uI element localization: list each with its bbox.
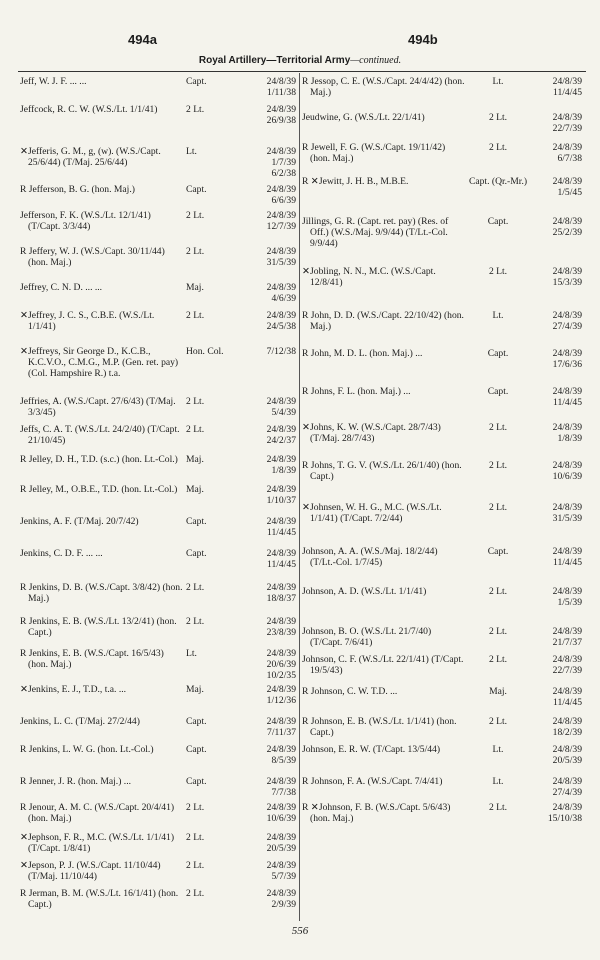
date-value: 27/4/39 bbox=[552, 321, 582, 332]
officer-name: R Jenkins, E. B. (W.S./Capt. 16/5/43) (hon. Maj.) bbox=[20, 648, 164, 670]
date-value: 11/4/45 bbox=[553, 397, 582, 408]
seniority-dates bbox=[250, 310, 296, 332]
officer-name: Jenkins, C. D. F. ... ... bbox=[20, 548, 103, 559]
officer-name: Johnson, A. D. (W.S./Lt. 1/1/41) bbox=[302, 586, 427, 597]
officer-rank: 2 Lt. bbox=[488, 586, 508, 597]
date-value: 24/8/39 bbox=[266, 860, 296, 871]
date-value: 24/8/39 bbox=[266, 484, 296, 495]
column-divider bbox=[299, 73, 300, 921]
seniority-dates bbox=[536, 802, 582, 824]
officer-name: R Jessop, C. E. (W.S./Capt. 24/4/42) (hon. Maj.) bbox=[302, 76, 465, 98]
date-value: 1/8/39 bbox=[557, 433, 582, 444]
date-value: 5/4/39 bbox=[271, 407, 296, 418]
officer-name: R Johns, T. G. V. (W.S./Lt. 26/1/40) (hon. Capt.) bbox=[302, 460, 462, 482]
date-value: 6/2/38 bbox=[271, 168, 296, 179]
date-value: 11/4/45 bbox=[553, 87, 582, 98]
date-value: 17/6/36 bbox=[552, 359, 582, 370]
date-value: 1/5/39 bbox=[557, 597, 582, 608]
seniority-dates bbox=[250, 76, 296, 98]
date-value: 24/8/39 bbox=[266, 582, 296, 593]
date-value: 24/8/39 bbox=[266, 802, 296, 813]
seniority-dates bbox=[536, 776, 582, 798]
date-value: 24/8/39 bbox=[266, 246, 296, 257]
officer-rank: 2 Lt. bbox=[488, 266, 508, 277]
date-value: 31/5/39 bbox=[552, 513, 582, 524]
date-value: 6/7/38 bbox=[557, 153, 582, 164]
seniority-dates bbox=[250, 210, 296, 232]
officer-rank: 2 Lt. bbox=[186, 832, 205, 843]
officer-name: R Jenkins, L. W. G. (hon. Lt.-Col.) bbox=[20, 744, 154, 755]
officer-rank: Lt. bbox=[492, 776, 504, 787]
date-value: 1/5/45 bbox=[557, 187, 582, 198]
officer-rank: Hon. Col. bbox=[186, 346, 224, 357]
officer-name: ✕Jobling, N. N., M.C. (W.S./Capt. 12/8/41) bbox=[302, 266, 436, 288]
date-value: 24/8/39 bbox=[266, 146, 296, 157]
officer-rank: 2 Lt. bbox=[488, 716, 508, 727]
date-value: 24/8/39 bbox=[552, 460, 582, 471]
date-value: 24/8/39 bbox=[266, 548, 296, 559]
seniority-dates bbox=[536, 546, 582, 568]
seniority-dates bbox=[536, 112, 582, 134]
date-value: 24/8/39 bbox=[552, 422, 582, 433]
officer-name: Johnson, A. A. (W.S./Maj. 18/2/44) (T/Lt.-Col. 1/7/45) bbox=[302, 546, 438, 568]
officer-rank: 2 Lt. bbox=[186, 616, 205, 627]
seniority-dates bbox=[250, 776, 296, 798]
seniority-dates bbox=[250, 424, 296, 446]
officer-name: R John, M. D. L. (hon. Maj.) ... bbox=[302, 348, 423, 359]
officer-rank: 2 Lt. bbox=[186, 424, 205, 435]
date-value: 11/4/45 bbox=[267, 559, 296, 570]
seniority-dates bbox=[536, 142, 582, 164]
officer-name: R Jelley, D. H., T.D. (s.c.) (hon. Lt.-Col.) bbox=[20, 454, 178, 465]
date-value: 24/8/39 bbox=[266, 454, 296, 465]
date-value: 24/8/39 bbox=[266, 104, 296, 115]
officer-name: R Johns, F. L. (hon. Maj.) ... bbox=[302, 386, 411, 397]
officer-rank: Maj. bbox=[186, 454, 204, 465]
date-value: 1/8/39 bbox=[271, 465, 296, 476]
officer-rank: Maj. bbox=[186, 684, 204, 695]
officer-rank: 2 Lt. bbox=[186, 210, 205, 221]
date-value: 10/6/39 bbox=[266, 813, 296, 824]
date-value: 24/8/39 bbox=[552, 216, 582, 227]
officer-rank: Lt. bbox=[186, 648, 197, 659]
date-value: 18/2/39 bbox=[552, 727, 582, 738]
seniority-dates bbox=[536, 716, 582, 738]
date-value: 15/10/38 bbox=[547, 813, 582, 824]
date-value: 4/6/39 bbox=[271, 293, 296, 304]
date-value: 1/7/39 bbox=[271, 157, 296, 168]
officer-rank: Lt. bbox=[186, 146, 197, 157]
date-value: 24/8/39 bbox=[552, 586, 582, 597]
officer-name: Jenkins, L. C. (T/Maj. 27/2/44) bbox=[20, 716, 140, 727]
officer-rank: 2 Lt. bbox=[488, 626, 508, 637]
seniority-dates bbox=[250, 104, 296, 126]
officer-name: R Johnson, E. B. (W.S./Lt. 1/1/41) (hon. Capt.) bbox=[302, 716, 457, 738]
officer-name: ✕Johnsen, W. H. G., M.C. (W.S./Lt. 1/1/41) (T/Capt. 7/2/44) bbox=[302, 502, 442, 524]
date-value: 7/7/38 bbox=[271, 787, 296, 798]
page-footer-number: 556 bbox=[291, 925, 309, 937]
officer-rank: Capt. bbox=[186, 548, 207, 559]
officer-rank: Capt. bbox=[487, 348, 509, 359]
seniority-dates bbox=[250, 454, 296, 476]
date-value: 10/6/39 bbox=[552, 471, 582, 482]
seniority-dates bbox=[536, 76, 582, 98]
date-value: 24/8/39 bbox=[266, 282, 296, 293]
officer-rank: Capt. bbox=[186, 716, 207, 727]
date-value: 24/8/39 bbox=[552, 626, 582, 637]
date-value: 7/11/37 bbox=[267, 727, 296, 738]
officer-name: R Jenour, A. M. C. (W.S./Capt. 20/4/41) (hon. Maj.) bbox=[20, 802, 175, 824]
seniority-dates bbox=[250, 184, 296, 206]
date-value: 21/7/37 bbox=[552, 637, 582, 648]
date-value: 24/8/39 bbox=[266, 716, 296, 727]
date-value: 2/9/39 bbox=[271, 899, 296, 910]
date-value: 25/2/39 bbox=[552, 227, 582, 238]
date-value: 24/5/38 bbox=[266, 321, 296, 332]
date-value: 24/8/39 bbox=[266, 310, 296, 321]
page-number-right: 494b bbox=[408, 32, 438, 47]
date-value: 24/8/39 bbox=[266, 76, 296, 87]
seniority-dates bbox=[250, 716, 296, 738]
date-value: 24/8/39 bbox=[266, 616, 296, 627]
date-value: 24/8/39 bbox=[552, 776, 582, 787]
officer-rank: Capt. bbox=[186, 744, 207, 755]
seniority-dates bbox=[250, 616, 296, 638]
seniority-dates bbox=[250, 802, 296, 824]
officer-rank: Maj. bbox=[489, 686, 507, 697]
seniority-dates bbox=[536, 626, 582, 648]
date-value: 20/6/39 bbox=[266, 659, 296, 670]
seniority-dates bbox=[250, 396, 296, 418]
seniority-dates bbox=[536, 310, 582, 332]
date-value: 22/7/39 bbox=[552, 123, 582, 134]
officer-name: R Jeffery, W. J. (W.S./Capt. 30/11/44) (hon. Maj.) bbox=[20, 246, 165, 268]
header-suffix: —continued. bbox=[350, 55, 402, 66]
seniority-dates bbox=[536, 502, 582, 524]
officer-rank: Capt. bbox=[487, 386, 509, 397]
date-value: 24/8/39 bbox=[266, 776, 296, 787]
date-value: 24/8/39 bbox=[266, 648, 296, 659]
date-value: 1/10/37 bbox=[266, 495, 296, 506]
officer-rank: Lt. bbox=[492, 310, 504, 321]
date-value: 1/12/36 bbox=[266, 695, 296, 706]
officer-name: ✕Jeffreys, Sir George D., K.C.B., K.C.V.O., C.M.G., M.P. (Gen. ret. pay) (Col. Hampshire R.) t.a. bbox=[20, 346, 179, 379]
officer-rank: Capt. (Qr.-Mr.) bbox=[468, 176, 528, 187]
date-value: 10/2/35 bbox=[266, 670, 296, 681]
seniority-dates bbox=[250, 744, 296, 766]
officer-name: R Jenkins, D. B. (W.S./Capt. 3/8/42) (hon. Maj.) bbox=[20, 582, 183, 604]
seniority-dates bbox=[250, 832, 296, 854]
date-value: 18/8/37 bbox=[266, 593, 296, 604]
date-value: 11/4/45 bbox=[553, 697, 582, 708]
date-value: 15/3/39 bbox=[552, 277, 582, 288]
officer-name: Jeffries, A. (W.S./Capt. 27/6/43) (T/Maj. 3/3/45) bbox=[20, 396, 176, 418]
date-value: 24/8/39 bbox=[552, 802, 582, 813]
date-value: 24/8/39 bbox=[552, 744, 582, 755]
officer-rank: Capt. bbox=[186, 76, 207, 87]
officer-rank: Capt. bbox=[487, 216, 509, 227]
date-value: 24/8/39 bbox=[266, 888, 296, 899]
officer-name: Jillings, G. R. (Capt. ret. pay) (Res. of Off.) (W.S./Maj. 9/9/44) (T/Lt.-Col. 9/9/44) bbox=[302, 216, 449, 249]
date-value: 24/8/39 bbox=[266, 832, 296, 843]
officer-name: R Jefferson, B. G. (hon. Maj.) bbox=[20, 184, 135, 195]
officer-rank: Lt. bbox=[492, 76, 504, 87]
officer-name: R Jenkins, E. B. (W.S./Lt. 13/2/41) (hon. Capt.) bbox=[20, 616, 177, 638]
seniority-dates bbox=[250, 888, 296, 910]
date-value: 24/8/39 bbox=[266, 424, 296, 435]
officer-rank: Capt. bbox=[186, 776, 207, 787]
officer-rank: 2 Lt. bbox=[186, 310, 205, 321]
officer-rank: Lt. bbox=[492, 744, 504, 755]
date-value: 8/5/39 bbox=[271, 755, 296, 766]
date-value: 6/6/39 bbox=[271, 195, 296, 206]
officer-name: Jeffcock, R. C. W. (W.S./Lt. 1/1/41) bbox=[20, 104, 158, 115]
officer-name: Johnson, B. O. (W.S./Lt. 21/7/40) (T/Capt. 7/6/41) bbox=[302, 626, 432, 648]
officer-name: Johnson, E. R. W. (T/Capt. 13/5/44) bbox=[302, 744, 441, 755]
date-value: 24/8/39 bbox=[552, 502, 582, 513]
officer-name: R Jerman, B. M. (W.S./Lt. 16/1/41) (hon. Capt.) bbox=[20, 888, 179, 910]
date-value: 24/2/37 bbox=[266, 435, 296, 446]
seniority-dates bbox=[536, 176, 582, 198]
officer-name: R ✕Johnson, F. B. (W.S./Capt. 5/6/43) (hon. Maj.) bbox=[302, 802, 451, 824]
officer-rank: 2 Lt. bbox=[488, 112, 508, 123]
date-value: 1/11/38 bbox=[267, 87, 296, 98]
officer-name: ✕Jenkins, E. J., T.D., t.a. ... bbox=[20, 684, 127, 695]
seniority-dates bbox=[250, 582, 296, 604]
section-header bbox=[0, 55, 600, 66]
seniority-dates bbox=[250, 146, 296, 179]
officer-rank: Capt. bbox=[186, 516, 207, 527]
date-value: 24/8/39 bbox=[552, 112, 582, 123]
date-value: 7/12/38 bbox=[266, 346, 296, 357]
officer-rank: 2 Lt. bbox=[186, 888, 205, 899]
date-value: 11/4/45 bbox=[267, 527, 296, 538]
officer-rank: 2 Lt. bbox=[488, 502, 508, 513]
date-value: 23/8/39 bbox=[266, 627, 296, 638]
officer-name: R John, D. D. (W.S./Capt. 22/10/42) (hon. Maj.) bbox=[302, 310, 464, 332]
date-value: 24/8/39 bbox=[552, 266, 582, 277]
date-value: 31/5/39 bbox=[266, 257, 296, 268]
date-value: 24/8/39 bbox=[266, 210, 296, 221]
officer-rank: Maj. bbox=[186, 282, 204, 293]
officer-rank: 2 Lt. bbox=[186, 802, 205, 813]
seniority-dates bbox=[250, 516, 296, 538]
date-value: 24/8/39 bbox=[552, 76, 582, 87]
seniority-dates bbox=[250, 484, 296, 506]
date-value: 24/8/39 bbox=[266, 684, 296, 695]
seniority-dates bbox=[536, 266, 582, 288]
date-value: 5/7/39 bbox=[271, 871, 296, 882]
date-value: 27/4/39 bbox=[552, 787, 582, 798]
officer-rank: 2 Lt. bbox=[488, 460, 508, 471]
seniority-dates bbox=[536, 654, 582, 676]
officer-name: ✕Jeffrey, J. C. S., C.B.E. (W.S./Lt. 1/1/41) bbox=[20, 310, 155, 332]
seniority-dates bbox=[536, 686, 582, 708]
officer-name: ✕Jefferis, G. M., g, (w). (W.S./Capt. 25/6/44) (T/Maj. 25/6/44) bbox=[20, 146, 161, 168]
date-value: 26/9/38 bbox=[266, 115, 296, 126]
officer-rank: 2 Lt. bbox=[488, 142, 508, 153]
seniority-dates bbox=[250, 282, 296, 304]
seniority-dates bbox=[536, 348, 582, 370]
seniority-dates bbox=[250, 346, 296, 357]
officer-name: ✕Jephson, F. R., M.C. (W.S./Lt. 1/1/41) (T/Capt. 1/8/41) bbox=[20, 832, 175, 854]
date-value: 24/8/39 bbox=[552, 546, 582, 557]
officer-rank: 2 Lt. bbox=[488, 802, 508, 813]
seniority-dates bbox=[250, 548, 296, 570]
date-value: 24/8/39 bbox=[266, 184, 296, 195]
date-value: 24/8/39 bbox=[266, 396, 296, 407]
date-value: 24/8/39 bbox=[552, 686, 582, 697]
date-value: 12/7/39 bbox=[266, 221, 296, 232]
date-value: 24/8/39 bbox=[552, 716, 582, 727]
officer-rank: 2 Lt. bbox=[186, 104, 205, 115]
officer-name: R Johnson, C. W. T.D. ... bbox=[302, 686, 398, 697]
header-rule bbox=[18, 71, 586, 72]
officer-name: ✕Johns, K. W. (W.S./Capt. 28/7/43) (T/Maj. 28/7/43) bbox=[302, 422, 441, 444]
officer-name: Johnson, C. F. (W.S./Lt. 22/1/41) (T/Capt. 19/5/43) bbox=[302, 654, 464, 676]
seniority-dates bbox=[536, 422, 582, 444]
officer-name: R Jewell, F. G. (W.S./Capt. 19/11/42) (hon. Maj.) bbox=[302, 142, 446, 164]
officer-rank: 2 Lt. bbox=[186, 396, 205, 407]
date-value: 24/8/39 bbox=[552, 176, 582, 187]
officer-rank: 2 Lt. bbox=[186, 860, 205, 871]
seniority-dates bbox=[536, 744, 582, 766]
officer-rank: 2 Lt. bbox=[186, 582, 205, 593]
officer-rank: Capt. bbox=[186, 184, 207, 195]
seniority-dates bbox=[250, 684, 296, 706]
officer-name: ✕Jepson, P. J. (W.S./Capt. 11/10/44) (T/Maj. 11/10/44) bbox=[20, 860, 161, 882]
seniority-dates bbox=[536, 586, 582, 608]
seniority-dates bbox=[536, 460, 582, 482]
date-value: 24/8/39 bbox=[552, 654, 582, 665]
header-title: Royal Artillery—Territorial Army bbox=[198, 55, 351, 66]
date-value: 11/4/45 bbox=[553, 557, 582, 568]
officer-name: Jeffs, C. A. T. (W.S./Lt. 24/2/40) (T/Capt. 21/10/45) bbox=[20, 424, 180, 446]
officer-name: R Johnson, F. A. (W.S./Capt. 7/4/41) bbox=[302, 776, 443, 787]
date-value: 24/8/39 bbox=[552, 386, 582, 397]
officer-rank: Capt. bbox=[487, 546, 509, 557]
officer-name: Jefferson, F. K. (W.S./Lt. 12/1/41) (T/Capt. 3/3/44) bbox=[20, 210, 151, 232]
date-value: 22/7/39 bbox=[552, 665, 582, 676]
date-value: 24/8/39 bbox=[552, 310, 582, 321]
officer-name: Jeudwine, G. (W.S./Lt. 22/1/41) bbox=[302, 112, 425, 123]
officer-name: R ✕Jewitt, J. H. B., M.B.E. bbox=[302, 176, 409, 187]
seniority-dates bbox=[250, 860, 296, 882]
date-value: 24/8/39 bbox=[266, 744, 296, 755]
seniority-dates bbox=[250, 246, 296, 268]
officer-name: Jeff, W. J. F. ... ... bbox=[20, 76, 87, 87]
date-value: 20/5/39 bbox=[552, 755, 582, 766]
officer-name: R Jelley, M., O.B.E., T.D. (hon. Lt.-Col.) bbox=[20, 484, 178, 495]
officer-name: R Jenner, J. R. (hon. Maj.) ... bbox=[20, 776, 131, 787]
date-value: 24/8/39 bbox=[266, 516, 296, 527]
seniority-dates bbox=[250, 648, 296, 681]
date-value: 24/8/39 bbox=[552, 348, 582, 359]
officer-rank: Maj. bbox=[186, 484, 204, 495]
officer-rank: 2 Lt. bbox=[186, 246, 205, 257]
page-number-left: 494a bbox=[128, 32, 157, 47]
officer-name: Jeffrey, C. N. D. ... ... bbox=[20, 282, 103, 293]
seniority-dates bbox=[536, 216, 582, 238]
officer-rank: 2 Lt. bbox=[488, 654, 508, 665]
date-value: 24/8/39 bbox=[552, 142, 582, 153]
officer-name: Jenkins, A. F. (T/Maj. 20/7/42) bbox=[20, 516, 139, 527]
officer-rank: 2 Lt. bbox=[488, 422, 508, 433]
seniority-dates bbox=[536, 386, 582, 408]
date-value: 20/5/39 bbox=[266, 843, 296, 854]
